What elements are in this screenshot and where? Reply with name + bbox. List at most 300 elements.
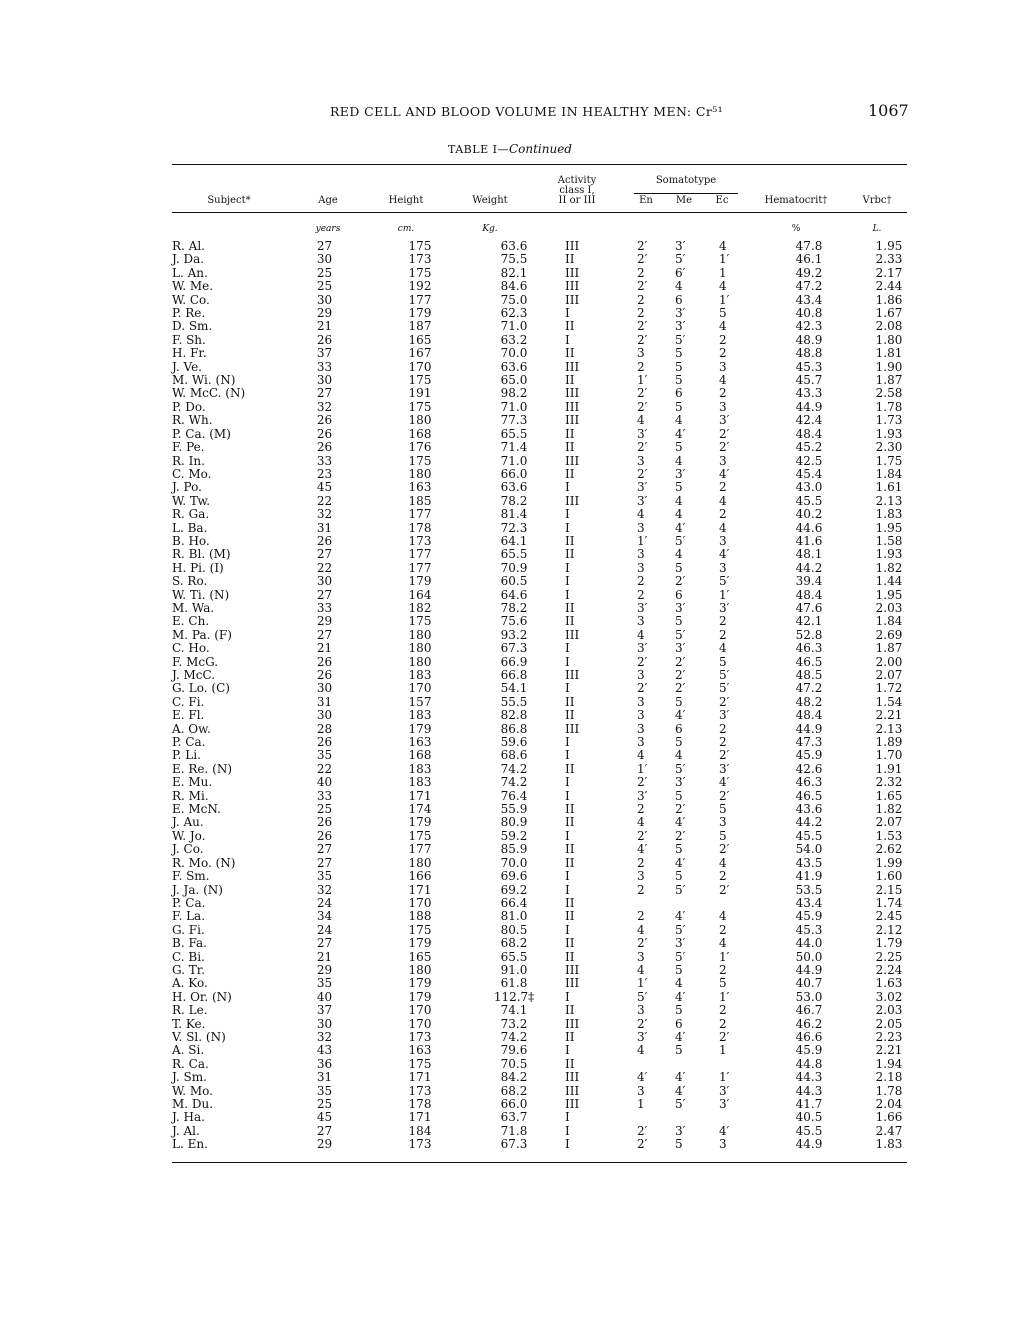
header-age: Age — [318, 195, 338, 206]
cell-en: 3 — [637, 1003, 645, 1018]
table-row — [172, 320, 919, 333]
table-row — [172, 387, 919, 400]
cell-hematocrit: 44.9 — [795, 962, 823, 977]
header-bottom-rule — [172, 212, 907, 213]
header-me: Me — [675, 195, 693, 206]
cell-vrbc: 2.69 — [875, 627, 903, 642]
cell-me: 5′ — [675, 922, 686, 937]
cell-weight: 74.2 — [500, 775, 528, 790]
cell-height: 180 — [408, 413, 432, 428]
cell-me: 5′ — [675, 882, 686, 897]
cell-hematocrit: 44.9 — [795, 1137, 823, 1152]
cell-ec: 2′ — [719, 1029, 730, 1044]
cell-weight: 66.9 — [500, 654, 528, 669]
table-row — [172, 937, 919, 950]
cell-hematocrit: 40.7 — [795, 976, 823, 991]
cell-weight: 112.7‡ — [493, 989, 535, 1004]
cell-height: 177 — [408, 507, 432, 522]
cell-subject: R. Bl. (M) — [172, 547, 231, 562]
cell-weight: 63.6 — [500, 239, 528, 253]
cell-activity: III — [565, 1070, 580, 1085]
cell-hematocrit: 54.0 — [795, 842, 823, 857]
cell-subject: R. Mo. (N) — [172, 855, 236, 870]
table-row — [172, 401, 919, 414]
cell-en: 2′ — [637, 1123, 648, 1138]
cell-subject: P. Ca. (M) — [172, 426, 231, 441]
cell-ec: 4′ — [719, 775, 730, 790]
cell-activity: I — [565, 735, 570, 750]
cell-me: 4 — [675, 507, 683, 522]
cell-activity: III — [565, 399, 580, 414]
cell-en: 3 — [637, 949, 645, 964]
cell-vrbc: 2.21 — [875, 1043, 903, 1058]
table-row — [172, 495, 919, 508]
cell-me: 5 — [675, 373, 683, 388]
table-row — [172, 843, 919, 856]
cell-weight: 75.0 — [500, 292, 528, 307]
cell-hematocrit: 45.9 — [795, 748, 823, 763]
cell-en: 2′ — [637, 386, 648, 401]
cell-me: 5 — [675, 480, 683, 495]
cell-ec: 4′ — [719, 1123, 730, 1138]
cell-me: 4′ — [675, 520, 686, 535]
cell-age: 29 — [316, 614, 333, 629]
cell-ec: 2 — [719, 1016, 727, 1031]
cell-me: 5 — [675, 1003, 683, 1018]
cell-vrbc: 1.94 — [875, 1056, 903, 1071]
cell-me: 3′ — [675, 775, 686, 790]
cell-weight: 65.5 — [500, 426, 528, 441]
cell-height: 185 — [408, 493, 432, 508]
cell-me — [675, 897, 719, 910]
cell-me: 5 — [675, 1137, 683, 1152]
cell-hematocrit: 41.9 — [795, 869, 823, 884]
table-row — [172, 709, 919, 722]
table-row — [172, 615, 919, 628]
cell-hematocrit: 45.3 — [795, 922, 823, 937]
header-subject: Subject* — [207, 195, 251, 206]
cell-me: 4′ — [675, 989, 686, 1004]
cell-vrbc: 2.21 — [875, 708, 903, 723]
cell-subject: H. Pi. (I) — [172, 560, 224, 575]
cell-activity: III — [565, 962, 580, 977]
cell-age: 29 — [316, 306, 333, 321]
cell-age: 33 — [316, 788, 333, 803]
cell-height: 164 — [408, 587, 432, 602]
table-row — [172, 347, 919, 360]
cell-weight: 74.2 — [500, 1029, 528, 1044]
cell-me: 5 — [675, 694, 683, 709]
cell-ec: 4 — [719, 909, 727, 924]
cell-me: 3′ — [675, 1123, 686, 1138]
cell-en: 2 — [637, 306, 645, 321]
cell-en: 2′ — [637, 332, 648, 347]
cell-age: 35 — [316, 976, 333, 991]
cell-en — [637, 1111, 675, 1124]
cell-vrbc: 1.95 — [875, 587, 903, 602]
cell-ec: 2 — [719, 962, 727, 977]
cell-subject: F. McG. — [172, 654, 219, 669]
table-row — [172, 763, 919, 776]
cell-age: 27 — [316, 627, 333, 642]
table-body — [172, 240, 919, 1152]
cell-height: 178 — [408, 1097, 432, 1111]
cell-vrbc: 1.84 — [875, 614, 903, 629]
cell-age: 26 — [316, 815, 333, 830]
cell-hematocrit: 43.0 — [795, 480, 823, 495]
header-vrbc: Vrbc† — [862, 195, 892, 206]
cell-activity: I — [565, 574, 570, 589]
cell-weight: 71.4 — [500, 440, 528, 455]
cell-me: 3′ — [675, 239, 686, 253]
cell-hematocrit: 42.5 — [795, 453, 823, 468]
table-row — [172, 736, 919, 749]
cell-en: 4 — [637, 627, 645, 642]
cell-ec: 2′ — [719, 882, 730, 897]
cell-subject: E. McN. — [172, 802, 221, 817]
cell-hematocrit: 48.5 — [795, 668, 823, 682]
cell-weight: 86.8 — [500, 721, 528, 736]
cell-age: 26 — [316, 440, 333, 455]
cell-height: 170 — [408, 1016, 432, 1031]
table-row — [172, 816, 919, 829]
cell-vrbc: 2.30 — [875, 440, 903, 455]
cell-height: 157 — [408, 694, 432, 709]
cell-age: 30 — [316, 708, 333, 723]
cell-subject: J. Sm. — [172, 1070, 207, 1085]
cell-vrbc: 1.78 — [875, 399, 903, 414]
cell-subject: P. Li. — [172, 748, 201, 763]
cell-en: 4 — [637, 1043, 645, 1058]
cell-weight: 59.2 — [500, 828, 528, 843]
cell-height: 173 — [408, 1137, 432, 1152]
cell-age: 31 — [316, 520, 333, 535]
cell-weight: 69.2 — [500, 882, 528, 897]
cell-en: 2′ — [637, 828, 648, 843]
cell-hematocrit: 43.5 — [795, 855, 823, 870]
cell-hematocrit: 48.9 — [795, 332, 823, 347]
table-row — [172, 1071, 919, 1084]
cell-me: 4 — [675, 413, 683, 428]
cell-height: 170 — [408, 359, 432, 374]
cell-weight: 64.6 — [500, 587, 528, 602]
cell-hematocrit: 46.5 — [795, 654, 823, 669]
cell-ec: 4 — [719, 641, 727, 656]
cell-vrbc: 1.70 — [875, 748, 903, 763]
table-row — [172, 253, 919, 266]
cell-en: 2′ — [637, 936, 648, 951]
cell-hematocrit: 45.5 — [795, 828, 823, 843]
cell-subject: H. Fr. — [172, 346, 207, 361]
cell-en: 2 — [637, 292, 645, 307]
cell-activity: II — [565, 614, 575, 629]
cell-ec: 4 — [719, 373, 727, 388]
cell-age: 30 — [316, 1016, 333, 1031]
cell-vrbc: 2.23 — [875, 1029, 903, 1044]
cell-height: 183 — [408, 775, 432, 790]
cell-height: 167 — [408, 346, 432, 361]
cell-height: 182 — [408, 600, 432, 615]
cell-age: 26 — [316, 735, 333, 750]
cell-weight: 65.5 — [500, 949, 528, 964]
cell-ec: 1′ — [719, 292, 730, 307]
cell-weight: 78.2 — [500, 493, 528, 508]
table-row — [172, 656, 919, 669]
cell-weight: 73.2 — [500, 1016, 528, 1031]
cell-weight: 68.2 — [500, 1083, 528, 1098]
cell-en — [637, 897, 675, 910]
cell-me: 2′ — [675, 828, 686, 843]
cell-activity: I — [565, 1137, 570, 1152]
cell-subject: L. An. — [172, 265, 208, 280]
cell-en: 1′ — [637, 533, 648, 548]
cell-height: 180 — [408, 855, 432, 870]
cell-weight: 93.2 — [500, 627, 528, 642]
cell-activity: I — [565, 775, 570, 790]
table-row — [172, 602, 919, 615]
cell-vrbc: 2.12 — [875, 922, 903, 937]
cell-height: 168 — [408, 426, 432, 441]
cell-me: 6 — [675, 587, 683, 602]
cell-height: 175 — [408, 453, 432, 468]
cell-hematocrit: 43.4 — [795, 292, 823, 307]
cell-en: 2′ — [637, 399, 648, 414]
cell-height: 170 — [408, 681, 432, 696]
cell-age: 27 — [316, 1123, 333, 1138]
cell-age: 31 — [316, 1070, 333, 1085]
cell-me: 5 — [675, 346, 683, 361]
cell-activity: II — [565, 708, 575, 723]
table-row — [172, 1125, 919, 1138]
cell-height: 176 — [408, 440, 432, 455]
cell-weight: 66.8 — [500, 668, 528, 682]
cell-vrbc: 2.17 — [875, 265, 903, 280]
cell-activity: II — [565, 949, 575, 964]
cell-me: 5 — [675, 788, 683, 803]
cell-ec: 3 — [719, 399, 727, 414]
cell-weight: 74.2 — [500, 761, 528, 776]
cell-hematocrit: 47.2 — [795, 279, 823, 294]
cell-subject: R. Le. — [172, 1003, 208, 1018]
table-row — [172, 334, 919, 347]
cell-activity: I — [565, 989, 570, 1004]
cell-subject: B. Fa. — [172, 936, 207, 951]
table-row — [172, 280, 919, 293]
cell-ec: 2 — [719, 507, 727, 522]
cell-hematocrit: 46.7 — [795, 1003, 823, 1018]
cell-ec: 4 — [719, 493, 727, 508]
cell-age: 30 — [316, 252, 333, 267]
cell-vrbc: 1.65 — [875, 788, 903, 803]
cell-activity: III — [565, 1097, 580, 1111]
cell-vrbc: 1.82 — [875, 560, 903, 575]
cell-ec — [719, 1058, 759, 1071]
cell-activity: I — [565, 654, 570, 669]
cell-height: 171 — [408, 882, 432, 897]
cell-ec: 1′ — [719, 587, 730, 602]
cell-ec: 1′ — [719, 989, 730, 1004]
cell-weight: 66.0 — [500, 1097, 528, 1111]
cell-en: 4′ — [637, 842, 648, 857]
cell-hematocrit: 46.2 — [795, 1016, 823, 1031]
cell-activity: II — [565, 533, 575, 548]
cell-age: 33 — [316, 600, 333, 615]
cell-age: 37 — [316, 1003, 333, 1018]
cell-height: 175 — [408, 922, 432, 937]
cell-height: 175 — [408, 239, 432, 253]
cell-vrbc: 1.66 — [875, 1110, 903, 1125]
cell-activity: I — [565, 641, 570, 656]
cell-en: 4 — [637, 413, 645, 428]
cell-hematocrit: 46.6 — [795, 1029, 823, 1044]
cell-me: 4 — [675, 453, 683, 468]
header-somatotype: Somatotype — [655, 175, 717, 186]
cell-hematocrit: 48.4 — [795, 426, 823, 441]
cell-hematocrit: 45.7 — [795, 373, 823, 388]
cell-vrbc: 2.25 — [875, 949, 903, 964]
cell-subject: R. Al. — [172, 239, 205, 253]
cell-height: 184 — [408, 1123, 432, 1138]
cell-hematocrit: 48.8 — [795, 346, 823, 361]
cell-activity: III — [565, 1016, 580, 1031]
cell-weight: 71.8 — [500, 1123, 528, 1138]
cell-en: 3′ — [637, 480, 648, 495]
header-top-rule — [172, 164, 907, 165]
cell-subject: V. Sl. (N) — [172, 1029, 226, 1044]
cell-activity: I — [565, 587, 570, 602]
cell-ec: 3 — [719, 815, 727, 830]
cell-age: 36 — [316, 1056, 333, 1071]
cell-ec: 1 — [719, 1043, 727, 1058]
table-row — [172, 910, 919, 923]
cell-en: 4 — [637, 922, 645, 937]
cell-height: 163 — [408, 1043, 432, 1058]
cell-hematocrit: 42.6 — [795, 761, 823, 776]
cell-vrbc: 1.84 — [875, 466, 903, 481]
cell-activity: I — [565, 480, 570, 495]
cell-ec: 4 — [719, 319, 727, 334]
cell-age: 24 — [316, 922, 333, 937]
table-row — [172, 830, 919, 843]
cell-age: 34 — [316, 909, 333, 924]
cell-vrbc: 2.05 — [875, 1016, 903, 1031]
cell-ec: 2 — [719, 735, 727, 750]
cell-subject: R. In. — [172, 453, 205, 468]
cell-me: 3′ — [675, 319, 686, 334]
cell-subject: W. Mo. — [172, 1083, 213, 1098]
cell-age: 27 — [316, 842, 333, 857]
cell-ec: 2′ — [719, 426, 730, 441]
header-height: Height — [388, 195, 424, 206]
cell-activity: I — [565, 788, 570, 803]
cell-hematocrit: 53.0 — [795, 989, 823, 1004]
cell-vrbc: 2.47 — [875, 1123, 903, 1138]
table-row — [172, 267, 919, 280]
cell-activity: II — [565, 761, 575, 776]
cell-me: 6 — [675, 292, 683, 307]
cell-en: 2 — [637, 882, 645, 897]
cell-vrbc: 2.13 — [875, 721, 903, 736]
cell-height: 180 — [408, 962, 432, 977]
cell-height: 180 — [408, 466, 432, 481]
cell-hematocrit: 42.4 — [795, 413, 823, 428]
cell-age: 28 — [316, 721, 333, 736]
cell-subject: P. Ca. — [172, 735, 206, 750]
cell-height: 175 — [408, 399, 432, 414]
cell-me: 5′ — [675, 1097, 686, 1111]
cell-ec: 3 — [719, 1137, 727, 1152]
cell-height: 179 — [408, 936, 432, 951]
cell-weight: 71.0 — [500, 319, 528, 334]
cell-subject: M. Wa. — [172, 600, 215, 615]
cell-activity: I — [565, 1043, 570, 1058]
cell-me: 4 — [675, 493, 683, 508]
cell-activity: II — [565, 802, 575, 817]
cell-vrbc: 2.44 — [875, 279, 903, 294]
cell-en: 3′ — [637, 788, 648, 803]
table-row — [172, 535, 919, 548]
unit-vrbc: L. — [872, 224, 882, 234]
cell-activity: II — [565, 694, 575, 709]
cell-en: 2′ — [637, 681, 648, 696]
cell-vrbc: 1.90 — [875, 359, 903, 374]
cell-weight: 91.0 — [500, 962, 528, 977]
cell-weight: 70.0 — [500, 855, 528, 870]
cell-activity: II — [565, 466, 575, 481]
table-row — [172, 414, 919, 427]
cell-ec: 2 — [719, 480, 727, 495]
cell-height: 174 — [408, 802, 432, 817]
cell-en: 3 — [637, 735, 645, 750]
cell-en: 1′ — [637, 373, 648, 388]
cell-height: 168 — [408, 748, 432, 763]
cell-height: 183 — [408, 668, 432, 682]
cell-vrbc: 1.73 — [875, 413, 903, 428]
cell-en: 5′ — [637, 989, 648, 1004]
cell-ec: 2′ — [719, 788, 730, 803]
unit-weight: Kg. — [482, 224, 498, 234]
cell-hematocrit: 45.9 — [795, 909, 823, 924]
cell-weight: 64.1 — [500, 533, 528, 548]
table-row — [172, 1018, 919, 1031]
table-row — [172, 897, 919, 910]
cell-me: 4′ — [675, 1029, 686, 1044]
cell-vrbc: 1.95 — [875, 520, 903, 535]
cell-ec: 4 — [719, 936, 727, 951]
cell-hematocrit: 42.1 — [795, 614, 823, 629]
cell-weight: 54.1 — [500, 681, 528, 696]
somatotype-rule — [634, 193, 738, 194]
cell-hematocrit: 41.7 — [795, 1097, 823, 1111]
cell-me: 4′ — [675, 1070, 686, 1085]
cell-weight: 84.6 — [500, 279, 528, 294]
cell-vrbc: 2.62 — [875, 842, 903, 857]
cell-activity: III — [565, 453, 580, 468]
cell-activity: I — [565, 520, 570, 535]
cell-hematocrit: 50.0 — [795, 949, 823, 964]
cell-subject: A. Si. — [172, 1043, 205, 1058]
cell-me: 4′ — [675, 426, 686, 441]
cell-activity: I — [565, 882, 570, 897]
cell-age: 32 — [316, 507, 333, 522]
cell-en: 4 — [637, 507, 645, 522]
cell-activity: I — [565, 869, 570, 884]
header-hematocrit: Hematocrit† — [764, 195, 828, 206]
cell-ec: 2′ — [719, 440, 730, 455]
cell-hematocrit: 46.5 — [795, 788, 823, 803]
cell-subject: M. Du. — [172, 1097, 214, 1111]
cell-en: 4 — [637, 815, 645, 830]
